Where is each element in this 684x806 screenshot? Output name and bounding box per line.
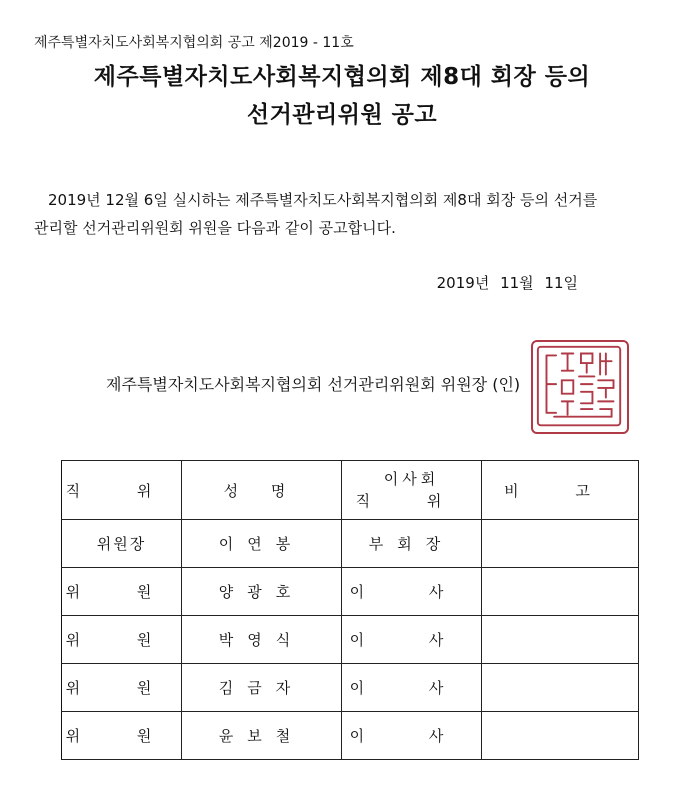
cell-position: 위 원 — [62, 664, 182, 712]
header-remarks: 비 고 — [482, 461, 639, 520]
cell-remarks — [482, 568, 639, 616]
cell-position: 위원장 — [62, 520, 182, 568]
header-board-position-line2: 직 위 — [355, 492, 468, 510]
cell-name: 김금자 — [182, 664, 342, 712]
cell-board-position: 이 사 — [342, 664, 482, 712]
body-line-2: 관리할 선거관리위원회 위원을 다음과 같이 공고합니다. — [34, 219, 396, 237]
announcement-body — [34, 186, 654, 242]
header-name: 성 명 — [182, 461, 342, 520]
table-header-row — [62, 461, 639, 520]
title-line-1: 제주특별자치도사회복지협의회 제8대 회장 등의 — [93, 64, 591, 90]
cell-remarks — [482, 712, 639, 760]
cell-position: 위 원 — [62, 616, 182, 664]
cell-name: 이연봉 — [182, 520, 342, 568]
table-row — [62, 712, 639, 760]
signer: 제주특별자치도사회복지협의회 선거관리위원회 위원장 (인) — [106, 375, 521, 394]
cell-board-position: 이 사 — [342, 616, 482, 664]
cell-board-position: 이 사 — [342, 712, 482, 760]
seal-glyph-icon — [533, 342, 627, 432]
cell-position: 위 원 — [62, 568, 182, 616]
cell-name: 양광호 — [182, 568, 342, 616]
announcement-date: 2019년 11월 11일 — [436, 274, 578, 292]
cell-remarks — [482, 616, 639, 664]
table-row — [62, 520, 639, 568]
header-board-position-line1: 이사회 — [383, 470, 440, 488]
official-seal-stamp — [531, 340, 629, 434]
cell-board-position: 이 사 — [342, 568, 482, 616]
committee-table — [61, 460, 639, 760]
cell-board-position: 부회장 — [342, 520, 482, 568]
cell-name: 박영식 — [182, 616, 342, 664]
cell-remarks — [482, 520, 639, 568]
notice-number: 제주특별자치도사회복지협의회 공고 제2019 - 11호 — [34, 35, 354, 51]
table-row — [62, 568, 639, 616]
cell-remarks — [482, 664, 639, 712]
body-line-1: 2019년 12월 6일 실시하는 제주특별자치도사회복지협의회 제8대 회장 등의 선거를 — [48, 191, 598, 209]
title-line-2: 선거관리위원 공고 — [246, 102, 438, 128]
header-position: 직 위 — [62, 461, 182, 520]
table-row — [62, 664, 639, 712]
table-row — [62, 616, 639, 664]
cell-name: 윤보철 — [182, 712, 342, 760]
cell-position: 위 원 — [62, 712, 182, 760]
header-board-position — [342, 461, 482, 520]
